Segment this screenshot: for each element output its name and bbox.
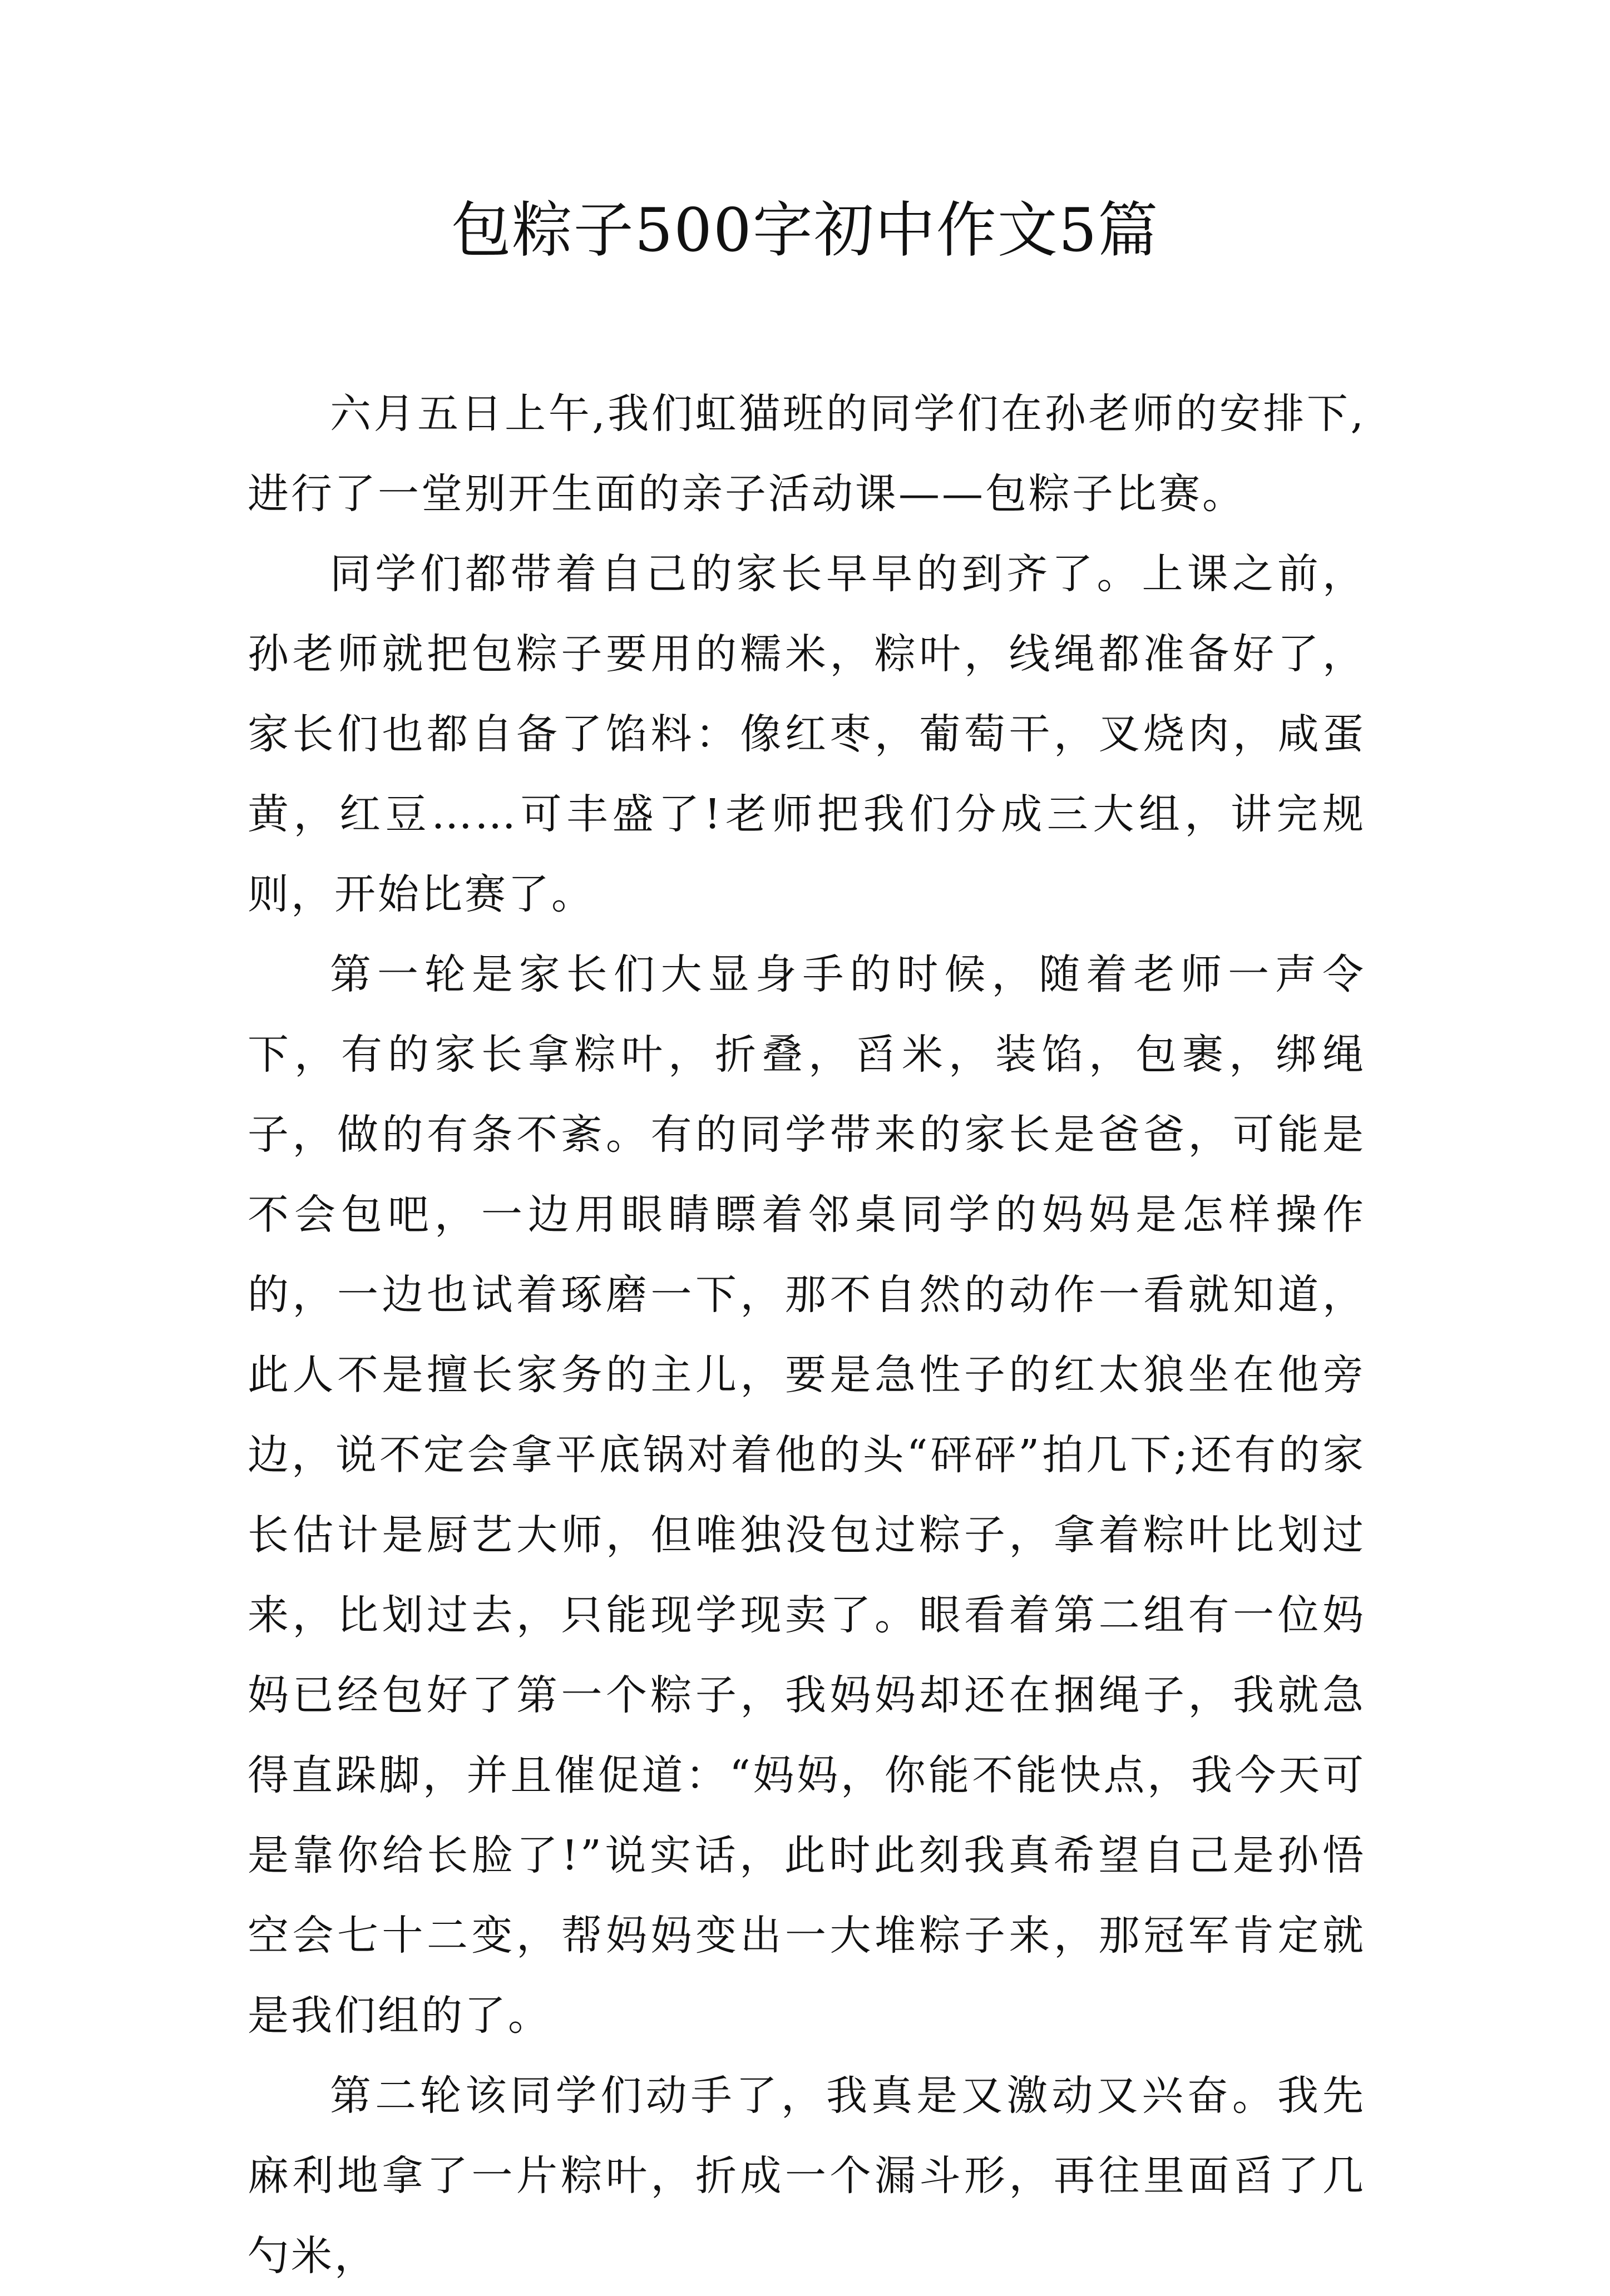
paragraph: 第一轮是家长们大显身手的时候，随着老师一声令下，有的家长拿粽叶，折叠，舀米，装馅，包裹，绑绳子，做的有条不紊。有的同学带来的家长是爸爸，可能是不会包吧，一边用眼睛瞟着邻桌同学的妈妈是怎样操作的，一边也试着琢磨一下，那不自然的动作一看就知道，此人不是擅长家务的主儿，要是急性子的红太狼坐在他旁边，说不定会拿平底锅对着他的头“砰砰”拍几下;还有的家长估计是厨艺大师，但唯独没包过粽子，拿着粽叶比划过来，比划过去，只能现学现卖了。眼看着第二组有一位妈妈已经包好了第一个粽子，我妈妈却还在捆绳子，我就急得直跺脚，并且催促道：“妈妈，你能不能快点，我今天可是靠你给长脸了!”说实话，此时此刻我真希望自己是孙悟空会七十二变，帮妈妈变出一大堆粽子来，那冠军肯定就是我们组的了。 — [248, 951, 1366, 2040]
document-title: 包粽子500字初中作文5篇 — [451, 196, 1159, 265]
paragraph: 第二轮该同学们动手了，我真是又激动又兴奋。我先麻利地拿了一片粽叶，折成一个漏斗形，再往里面舀了几勺米， — [248, 2072, 1366, 2280]
paragraph: 六月五日上午,我们虹猫班的同学们在孙老师的安排下,进行了一堂别开生面的亲子活动课——包粽子比赛。 — [248, 390, 1366, 518]
paragraph: 同学们都带着自己的家长早早的到齐了。上课之前，孙老师就把包粽子要用的糯米，粽叶，线绳都准备好了，家长们也都自备了馅料：像红枣，葡萄干，叉烧肉，咸蛋黄，红豆……可丰盛了!老师把我们分成三大组，讲完规则，开始比赛了。 — [248, 550, 1366, 918]
document-body — [248, 374, 1366, 2296]
